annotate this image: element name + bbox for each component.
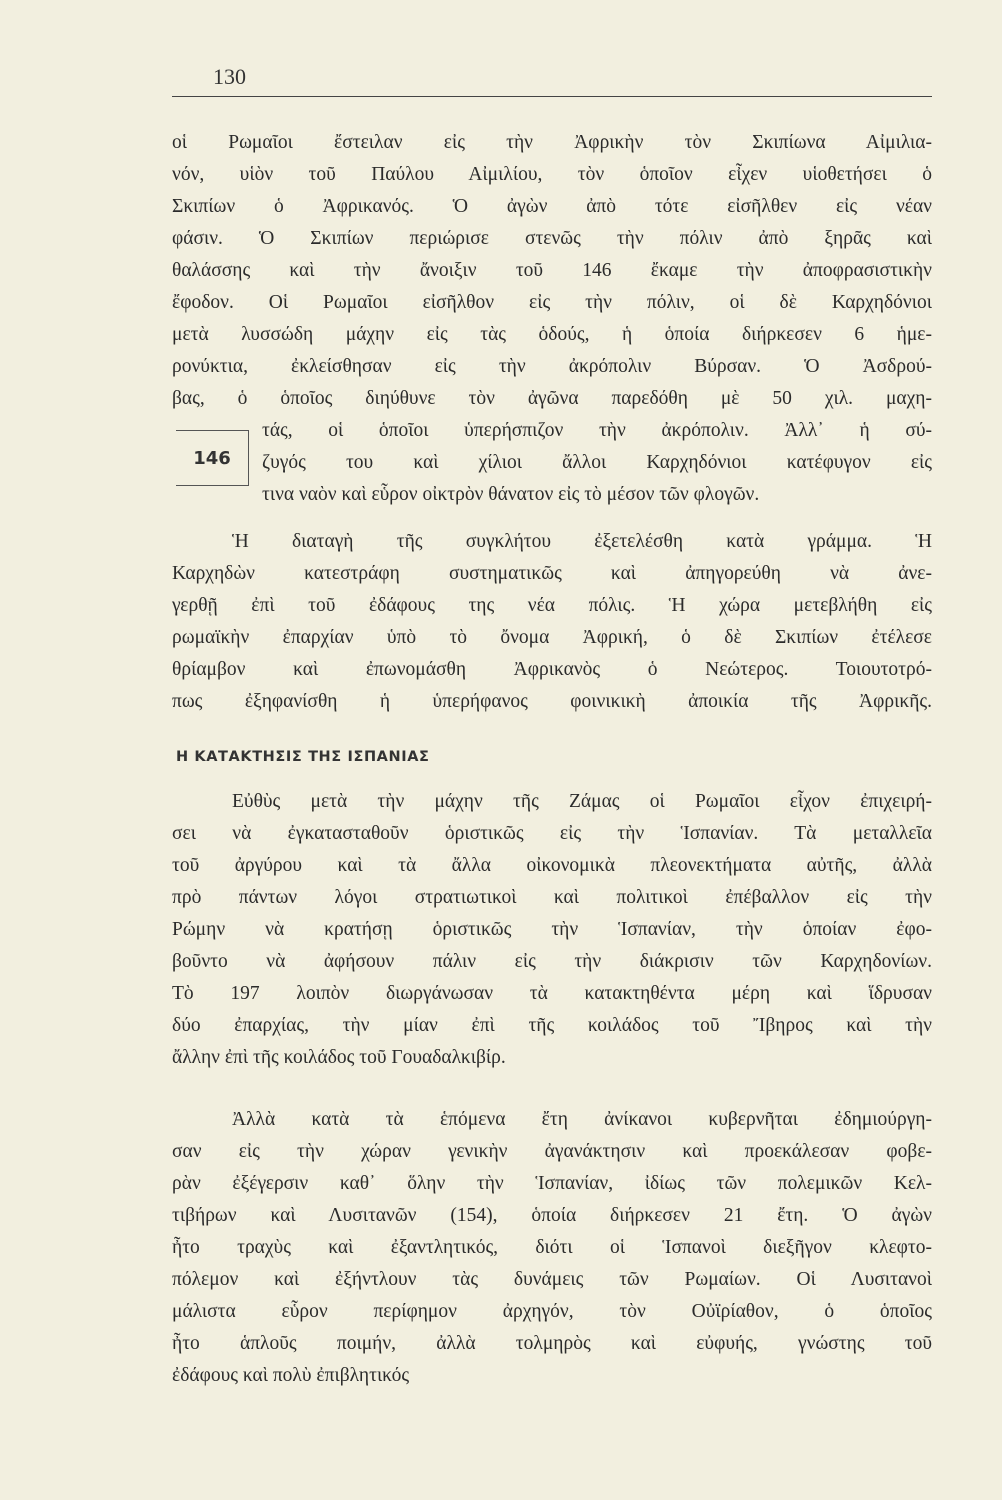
text-line: ἔφοδον. Οἱ Ρωμαῖοι εἰσῆλθον εἰς τὴν πόλιν, οἱ δὲ Καρχηδόνιοι <box>172 292 932 313</box>
text-line: σει νὰ ἐγκατασταθοῦν ὁριστικῶς εἰς τὴν Ἱσπανίαν. Τὰ μεταλλεῖα <box>172 823 932 844</box>
text-line: οἱ Ρωμαῖοι ἔστειλαν εἰς τὴν Ἀφρικὴν τὸν Σκιπίωνα Αἰμιλια- <box>172 132 932 153</box>
text-line: φάσιν. Ὁ Σκιπίων περιώρισε στενῶς τὴν πόλιν ἀπὸ ξηρᾶς καὶ <box>172 228 932 249</box>
text-line: Ἀλλὰ κατὰ τὰ ἑπόμενα ἔτη ἀνίκανοι κυβερνῆται ἐδημιούργη- <box>232 1109 932 1130</box>
page-number: 130 <box>213 64 246 89</box>
text-line: γερθῇ ἐπὶ τοῦ ἐδάφους της νέα πόλις. Ἡ χώρα μετεβλήθη εἰς <box>172 595 932 616</box>
paragraph-1 <box>172 127 932 511</box>
text-line: ζυγός του καὶ χίλιοι ἄλλοι Καρχηδόνιοι κατέφυγον εἰς <box>262 452 932 473</box>
text-line: τιβήρων καὶ Λυσιτανῶν (154), ὁποία διήρκεσεν 21 ἔτη. Ὁ ἀγὼν <box>172 1205 932 1226</box>
text-line: μάλιστα εὗρον περίφημον ἀρχηγόν, τὸν Οὐϊρίαθον, ὁ ὁποῖος <box>172 1301 932 1322</box>
text-line: Σκιπίων ὁ Ἀφρικανός. Ὁ ἀγὼν ἀπὸ τότε εἰσῆλθεν εἰς νέαν <box>172 196 932 217</box>
text-line: θαλάσσης καὶ τὴν ἄνοιξιν τοῦ 146 ἔκαμε τὴν ἀποφρασιστικὴν <box>172 260 932 281</box>
text-line: δύο ἐπαρχίας, τὴν μίαν ἐπὶ τῆς κοιλάδος τοῦ Ἴβηρος καὶ τὴν <box>172 1015 932 1036</box>
text-line: τοῦ ἀργύρου καὶ τὰ ἄλλα οἰκονομικὰ πλεονεκτήματα αὐτῆς, ἀλλὰ <box>172 855 932 876</box>
text-line: τινα ναὸν καὶ εὗρον οἰκτρὸν θάνατον εἰς τὸ μέσον τῶν φλογῶν. <box>262 484 760 505</box>
text-line: θρίαμβον καὶ ἐπωνομάσθη Ἀφρικανὸς ὁ Νεώτερος. Τοιουτοτρό- <box>172 659 932 680</box>
header-rule <box>172 96 932 97</box>
text-line: Ρώμην νὰ κρατήσῃ ὁριστικῶς τὴν Ἱσπανίαν, τὴν ὁποίαν ἐφο- <box>172 919 932 940</box>
text-line: τάς, οἱ ὁποῖοι ὑπερήσπιζον τὴν ἀκρόπολιν. Ἀλλ᾽ ἡ σύ- <box>262 420 932 441</box>
text-line: ρωμαϊκὴν ἐπαρχίαν ὑπὸ τὸ ὄνομα Ἀφρική, ὁ δὲ Σκιπίων ἐτέλεσε <box>172 627 932 648</box>
text-line: ρὰν ἐξέγερσιν καθ᾽ ὅλην τὴν Ἱσπανίαν, ἰδίως τῶν πολεμικῶν Κελ- <box>172 1173 932 1194</box>
text-line: πρὸ πάντων λόγοι στρατιωτικοὶ καὶ πολιτικοὶ ἐπέβαλλον εἰς τὴν <box>172 887 932 908</box>
text-line: Τὸ 197 λοιπὸν διωργάνωσαν τὰ κατακτηθέντα μέρη καὶ ἵδρυσαν <box>172 983 932 1004</box>
text-line: Εὐθὺς μετὰ τὴν μάχην τῆς Ζάμας οἱ Ρωμαῖοι εἶχον ἐπιχειρή- <box>232 791 932 812</box>
margin-note-box <box>176 430 249 486</box>
text-line: νόν, υἱὸν τοῦ Παύλου Αἰμιλίου, τὸν ὁποῖον εἶχεν υἱοθετήσει ὁ <box>172 164 932 185</box>
text-line: ἐδάφους καὶ πολὺ ἐπιβλητικός <box>172 1365 410 1386</box>
text-line: βοῦντο νὰ ἀφήσουν πάλιν εἰς τὴν διάκρισιν τῶν Καρχηδονίων. <box>172 951 932 972</box>
text-line: ἄλλην ἐπὶ τῆς κοιλάδος τοῦ Γουαδαλκιβίρ. <box>172 1047 506 1068</box>
text-line: ἦτο ἁπλοῦς ποιμήν, ἀλλὰ τολμηρὸς καὶ εὐφυής, γνώστης τοῦ <box>172 1333 932 1354</box>
text-line: πόλεμον καὶ ἐξήντλουν τὰς δυνάμεις τῶν Ρωμαίων. Οἱ Λυσιτανοὶ <box>172 1269 932 1290</box>
text-line: πως ἐξηφανίσθη ἡ ὑπερήφανος φοινικικὴ ἀποικία τῆς Ἀφρικῆς. <box>172 691 932 712</box>
text-line: σαν εἰς τὴν χώραν γενικὴν ἀγανάκτησιν καὶ προεκάλεσαν φοβε- <box>172 1141 932 1162</box>
text-line: βας, ὁ ὁποῖος διηύθυνε τὸν ἀγῶνα παρεδόθη μὲ 50 χιλ. μαχη- <box>172 388 932 409</box>
margin-note-number: 146 <box>193 447 231 469</box>
paragraph-3 <box>172 786 932 1074</box>
paragraph-4 <box>172 1104 932 1392</box>
text-line: ἦτο τραχὺς καὶ ἐξαντλητικός, διότι οἱ Ἱσπανοὶ διεξῆγον κλεφτο- <box>172 1237 932 1258</box>
section-heading: Η ΚΑΤΑΚΤΗΣΙΣ ΤΗΣ ΙΣΠΑΝΙΑΣ <box>176 749 430 765</box>
text-line: Καρχηδὼν κατεστράφη συστηματικῶς καὶ ἀπηγορεύθη νὰ ἀνε- <box>172 563 932 584</box>
paragraph-2 <box>172 526 932 718</box>
text-line: μετὰ λυσσώδη μάχην εἰς τὰς ὁδούς, ἡ ὁποία διήρκεσεν 6 ἡμε- <box>172 324 932 345</box>
text-line: Ἡ διαταγὴ τῆς συγκλήτου ἐξετελέσθη κατὰ γράμμα. Ἡ <box>232 531 932 552</box>
text-line: ρονύκτια, ἐκλείσθησαν εἰς τὴν ἀκρόπολιν Βύρσαν. Ὁ Ἀσδρού- <box>172 356 932 377</box>
